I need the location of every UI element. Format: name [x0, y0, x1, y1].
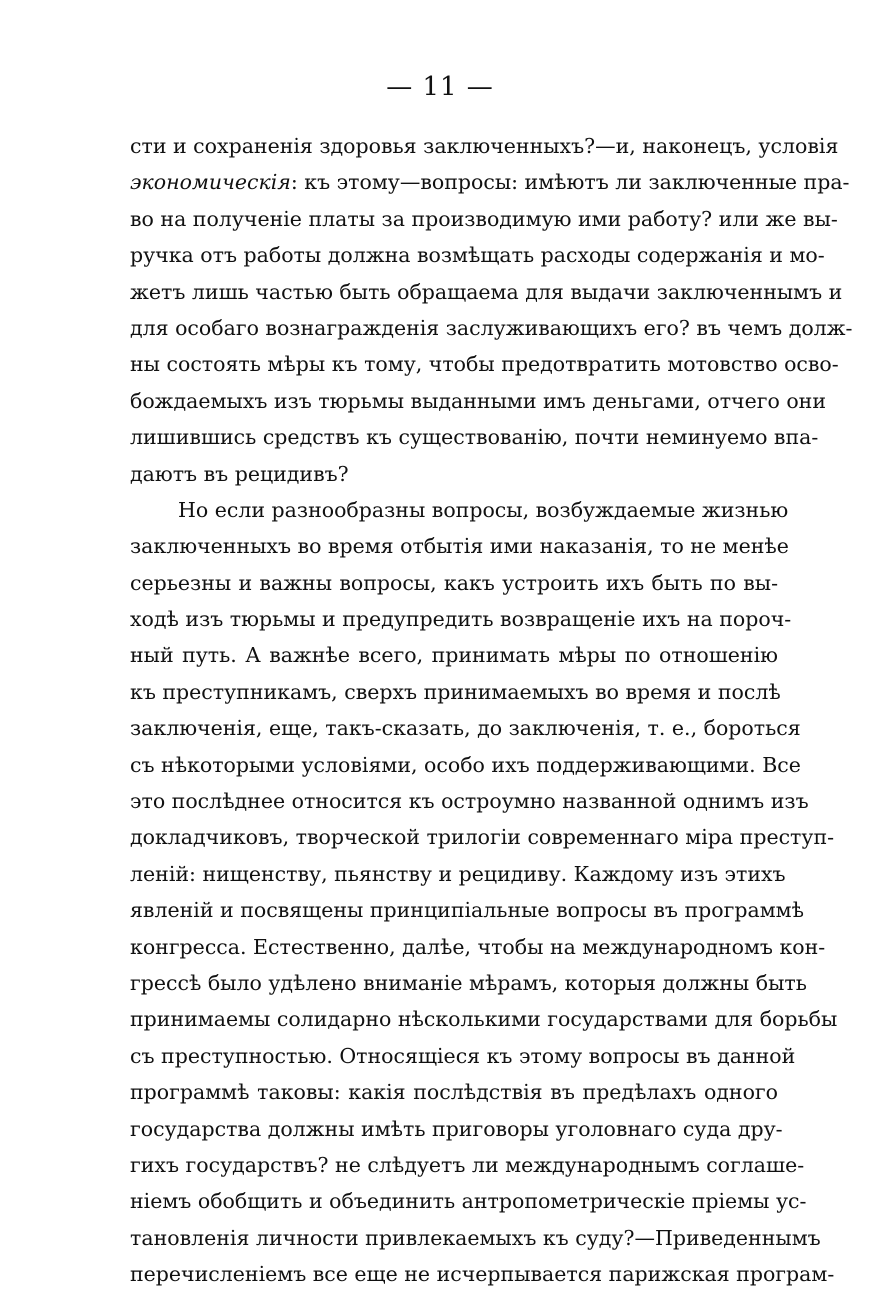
- italic-term: экономическія: [130, 170, 291, 195]
- text-line: ходѣ изъ тюрьмы и предупредить возвращеніе ихъ на пороч-: [130, 607, 792, 632]
- text-line: бождаемыхъ изъ тюрьмы выданными имъ деньгами, отчего они: [130, 388, 827, 413]
- text-line: во на полученіе платы за производимую ими работу? или же вы-: [130, 206, 838, 231]
- text-line: даютъ въ рецидивъ?: [130, 461, 349, 486]
- text-line: ніемъ обобщить и объединить антропометрическіе пріемы ус-: [130, 1189, 807, 1214]
- paragraph-1: [130, 128, 853, 492]
- text-line: лишившись средствъ къ существованію, почти неминуемо впа-: [130, 425, 819, 450]
- text-line: принимаемы солидарно нѣсколькими государствами для борьбы: [130, 1007, 838, 1032]
- page-number: — 11 —: [386, 72, 494, 102]
- text-line: сти и сохраненія здоровья заключенныхъ?—и, наконецъ, условія: [130, 134, 839, 158]
- text-line: программѣ таковы: какія послѣдствія въ предѣлахъ одного: [130, 1080, 778, 1105]
- text-line: ный путь. А важнѣе всего, принимать мѣры по отношенію: [130, 643, 778, 668]
- text-line: заключенныхъ во время отбытія ими наказанія, то не менѣе: [130, 534, 789, 559]
- text-line: съ нѣкоторыми условіями, особо ихъ поддерживающими. Все: [130, 752, 801, 777]
- text-line: Но если разнообразны вопросы, возбуждаемые жизнью: [178, 497, 789, 522]
- text-line: леній: нищенству, пьянству и рецидиву. Каждому изъ этихъ: [130, 861, 786, 886]
- paragraph-2: [130, 492, 838, 1293]
- body-text: [130, 128, 853, 1293]
- text-line: конгресса. Естественно, далѣе, чтобы на международномъ кон-: [130, 934, 826, 959]
- text-line: тановленія личности привлекаемыхъ къ суду?—Приведеннымъ: [130, 1225, 821, 1250]
- text-line: грессѣ было удѣлено вниманіе мѣрамъ, которыя должны быть: [130, 970, 807, 995]
- text-line: явленій и посвящены принципіальные вопросы въ программѣ: [130, 898, 804, 923]
- text-line: перечисленіемъ все еще не исчерпывается парижская програм-: [130, 1262, 835, 1287]
- text-line: ны состоять мѣры къ тому, чтобы предотвратить мотовство осво-: [130, 352, 839, 377]
- text-line: [130, 164, 850, 200]
- text-line: государства должны имѣть приговоры уголовнаго суда дру-: [130, 1116, 783, 1141]
- text-line: жетъ лишь частью быть обращаема для выдачи заключеннымъ и: [130, 279, 843, 304]
- text-line: заключенія, еще, такъ-сказать, до заключенія, т. е., бороться: [130, 716, 801, 741]
- text-line: это послѣднее относится къ остроумно названной однимъ изъ: [130, 789, 809, 814]
- text-line: докладчиковъ, творческой трилогіи современнаго міра преступ-: [130, 825, 835, 850]
- text-line: къ преступникамъ, сверхъ принимаемыхъ во время и послѣ: [130, 679, 781, 704]
- text-line: съ преступностью. Относящіеся къ этому вопросы въ данной: [130, 1043, 796, 1068]
- text-line: гихъ государствъ? не слѣдуетъ ли международнымъ соглаше-: [130, 1152, 805, 1177]
- text-line-rest: : къ этому—вопросы: имѣютъ ли заключенные пра-: [290, 170, 850, 195]
- text-line: для особаго вознагражденія заслуживающихъ его? въ чемъ долж-: [130, 315, 853, 340]
- text-line: серьезны и важны вопросы, какъ устроить ихъ быть по вы-: [130, 570, 778, 595]
- text-line: ручка отъ работы должна возмѣщать расходы содержанія и мо-: [130, 243, 825, 268]
